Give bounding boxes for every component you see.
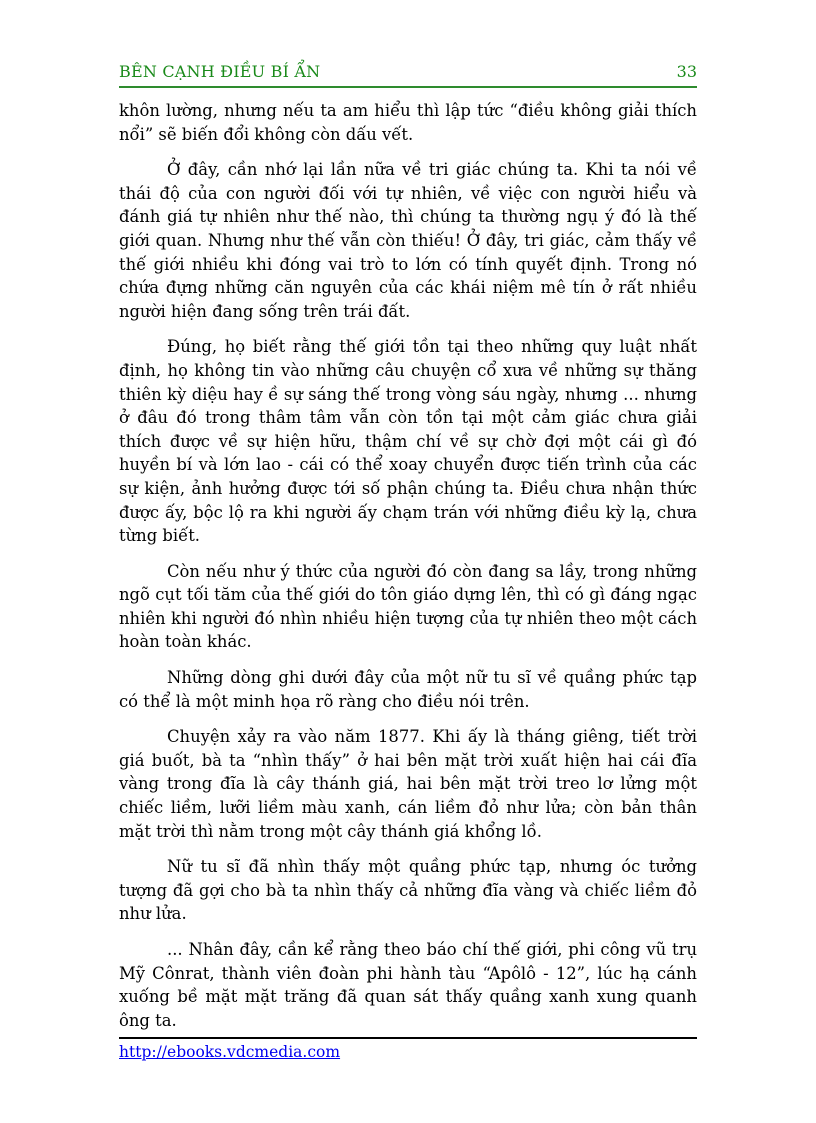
running-header	[119, 60, 697, 86]
footer-link[interactable]: http://ebooks.vdcmedia.com	[119, 1043, 341, 1061]
paragraph-3: Đúng, họ biết rằng thế giới tồn tại theo những quy luật nhất định, họ không tin vào những câu chuyện cổ xưa về những sự thăng thiên kỳ diệu hay ề sự sáng thế trong vòng sáu ngày, nhưng ... nhưng ở đâu đó trong thâm tâm vẫn còn tồn tại một cảm giác chưa giải thích được về sự hiện hữu, thậm chí về sự chờ đợi một cái gì đó huyền bí và lớn lao - cái có thể xoay chuyển được tiến trình của các sự kiện, ảnh hưởng được tới số phận chúng ta. Điều chưa nhận thức được ấy, bộc lộ ra khi người ấy chạm trán với những điều kỳ lạ, chưa từng biết.	[119, 337, 697, 546]
paragraph-8: ... Nhân đây, cần kể rằng theo báo chí thế giới, phi công vũ trụ Mỹ Cônrat, thành viên đoàn phi hành tàu “Apôlô - 12”, lúc hạ cánh xuống bề mặt mặt trăng đã quan sát thấy quầng xanh xung quanh ông ta.	[119, 940, 697, 1030]
paragraph-7: Nữ tu sĩ đã nhìn thấy một quầng phức tạp, nhưng óc tưởng tượng đã gợi cho bà ta nhìn thấy cả những đĩa vàng và chiếc liềm đỏ như lửa.	[119, 857, 697, 924]
paragraph-4: Còn nếu như ý thức của người đó còn đang sa lầy, trong những ngõ cụt tối tăm của thế giới do tôn giáo dựng lên, thì có gì đáng ngạc nhiên khi người đó nhìn nhiều hiện tượng của tự nhiên theo một cách hoàn toàn khác.	[119, 561, 697, 652]
header-divider	[119, 86, 697, 88]
paragraph-5: Những dòng ghi dưới đây của một nữ tu sĩ về quầng phức tạp có thể là một minh họa rõ ràng cho điều nói trên.	[119, 668, 697, 711]
footer-divider	[119, 1037, 697, 1039]
paragraph-1: khôn lường, nhưng nếu ta am hiểu thì lập tức “điều không giải thích nổi” sẽ biến đổi không còn dấu vết.	[119, 101, 697, 144]
paragraph-2: Ở đây, cần nhớ lại lần nữa về tri giác chúng ta. Khi ta nói về thái độ của con người đối với tự nhiên, về việc con người hiểu và đánh giá tự nhiên như thế nào, thì chúng ta thường ngụ ý đó là thế giới quan. Nhưng như thế vẫn còn thiếu! Ở đây, tri giác, cảm thấy về thế giới nhiều khi đóng vai trò to lớn có tính quyết định. Trong nó chứa đựng những căn nguyên của các khái niệm mê tín ở rất nhiều người hiện đang sống trên trái đất.	[119, 160, 697, 321]
paragraph-6: Chuyện xảy ra vào năm 1877. Khi ấy là tháng giêng, tiết trời giá buốt, bà ta “nhìn thấy” ở hai bên mặt trời xuất hiện hai cái đĩa vàng trong đĩa là cây thánh giá, hai bên mặt trời treo lơ lửng một chiếc liềm, lưỡi liềm màu xanh, cán liềm đỏ như lửa; còn bản thân mặt trời thì nằm trong một cây thánh giá khổng lồ.	[119, 727, 697, 841]
header-title: BÊN CẠNH ĐIỀU BÍ ẨN	[119, 62, 321, 81]
body-text	[119, 99, 697, 1044]
page-number: 33	[676, 62, 697, 81]
